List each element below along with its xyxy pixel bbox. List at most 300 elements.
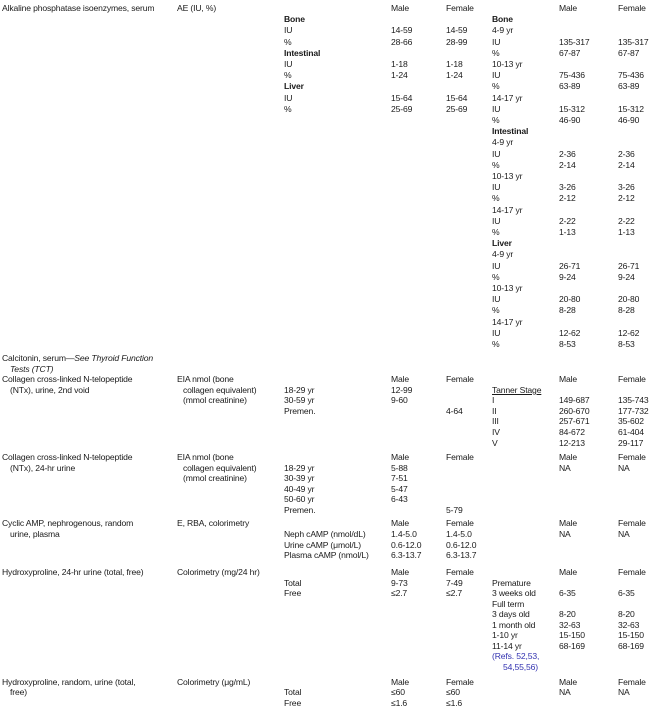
text-run: 257-671 [559,416,590,426]
text-run: ≤1.6 [391,698,408,708]
text-run: 1.4-5.0 [391,529,417,539]
text-run: 30-39 yr [284,473,315,483]
pediatric-male-value [559,272,576,282]
pediatric-male-value [559,339,576,349]
adult-female-value [446,25,467,35]
pediatric-male-value [559,328,580,338]
text-run: 5-79 [446,505,463,515]
pediatric-male-value [559,687,571,697]
test-name [2,677,135,687]
pediatric-female-value [618,160,635,170]
pediatric-category-label [492,427,500,437]
pediatric-category-label [492,149,500,159]
text-run: 9-60 [391,395,408,405]
adult-male-value [391,3,409,13]
pediatric-female-value [618,149,635,159]
method-label [183,473,247,483]
text-run: 1-24 [391,70,408,80]
text-run: I [492,395,495,405]
text-run: Premen. [284,406,316,416]
pediatric-category-label [492,438,498,448]
pediatric-category-label [492,81,500,91]
text-run: (mmol creatinine) [183,473,247,483]
pediatric-category-label [492,578,531,588]
text-run: Liver [492,238,512,248]
text-run: 135-317 [618,37,649,47]
pediatric-female-value [618,395,649,405]
pediatric-male-value [559,160,576,170]
adult-male-value [391,385,412,395]
pediatric-category-label [492,205,522,215]
text-run: 68-169 [618,641,644,651]
pediatric-category-label [492,137,513,147]
pediatric-category-label [492,328,500,338]
text-run: 9-24 [559,272,576,282]
pediatric-male-value [559,416,590,426]
pediatric-female-value [618,104,644,114]
pediatric-category-label [492,171,522,181]
method-label [177,567,260,577]
text-run: Bone [492,14,513,24]
text-run: Female [446,452,474,462]
text-run: 40-49 yr [284,484,315,494]
text-run: 2-14 [559,160,576,170]
test-name [10,463,75,473]
text-run: % [492,160,500,170]
text-run: IU [492,261,501,271]
text-run: 15-64 [391,93,413,103]
category-label [284,25,292,35]
text-run: Female [446,3,474,13]
pediatric-male-value [559,3,577,13]
pediatric-category-label [492,104,500,114]
method-label [177,518,249,528]
text-run: 6.3-13.7 [446,550,477,560]
text-run: % [492,193,500,203]
text-run: 8-28 [559,305,576,315]
test-name [10,687,27,697]
text-run: 2-22 [618,216,635,226]
text-run: 84-672 [559,427,585,437]
text-run: Total [284,578,302,588]
text-run: Female [446,374,474,384]
category-label [284,698,301,708]
adult-male-value [391,518,409,528]
pediatric-category-label [492,406,496,416]
adult-male-value [391,567,409,577]
text-run: NA [618,529,630,539]
category-label [284,473,314,483]
pediatric-category-label [492,317,522,327]
pediatric-female-value [618,406,649,416]
text-run: Male [391,677,410,687]
pediatric-category-label [492,25,513,35]
adult-female-value [446,518,474,528]
text-run: Cyclic AMP, nephrogenous, random [2,518,134,528]
text-run: 63-89 [618,81,640,91]
test-name [10,364,53,374]
pediatric-male-value [559,227,576,237]
pediatric-female-value [618,70,644,80]
text-run: Male [559,374,578,384]
text-run: 14-17 yr [492,205,523,215]
category-label [284,385,314,395]
text-run: 0.6-12.0 [391,540,422,550]
pediatric-category-label [492,305,500,315]
text-run: % [492,115,500,125]
text-run: 8-53 [618,339,635,349]
pediatric-category-label [492,238,512,248]
text-run: Plasma cAMP (nmol/L) [284,550,369,560]
adult-female-value [446,104,467,114]
adult-male-value [391,463,408,473]
text-run: EIA nmol (bone [177,374,234,384]
pediatric-category-label [492,70,500,80]
text-run: IU [492,182,501,192]
text-run: AE (IU, %) [177,3,217,13]
pediatric-male-value [559,104,585,114]
text-run: 3 weeks old [492,588,536,598]
text-run: Collagen cross-linked N-telopeptide [2,374,133,384]
text-run: 15-150 [618,630,644,640]
text-run: 2-12 [618,193,635,203]
text-run: 14-59 [391,25,413,35]
text-run: 1-18 [446,59,463,69]
text-run: Male [559,3,578,13]
category-label [284,93,292,103]
pediatric-female-value [618,374,646,384]
adult-male-value [391,473,408,483]
text-run: 6.3-13.7 [391,550,422,560]
text-run: (mmol creatinine) [183,395,247,405]
adult-female-value [446,93,467,103]
pediatric-category-label [492,93,522,103]
pediatric-category-label [492,216,500,226]
text-run: Male [391,518,410,528]
pediatric-female-value [618,416,644,426]
category-label [284,395,314,405]
test-name [2,452,132,462]
text-run: 2-36 [559,149,576,159]
text-run: (NTx), 24-hr urine [10,463,76,473]
text-run: ≤2.7 [446,588,463,598]
category-label [284,494,314,504]
category-label [284,104,292,114]
reference-link[interactable] [492,651,539,661]
text-run: 1.4-5.0 [446,529,472,539]
adult-female-value [446,505,463,515]
text-run: 6-35 [559,588,576,598]
text-run: 26-71 [559,261,581,271]
pediatric-female-value [618,115,639,125]
text-run: free) [10,687,27,697]
pediatric-category-label [492,609,530,619]
text-run: 8-28 [618,305,635,315]
text-run: ≤2.7 [391,588,408,598]
adult-female-value [446,529,472,539]
pediatric-female-value [618,48,639,58]
text-run: Male [559,452,578,462]
pediatric-female-value [618,452,646,462]
pediatric-male-value [559,193,576,203]
adult-female-value [446,550,476,560]
adult-female-value [446,578,463,588]
text-run: Calcitonin, serum— [2,353,75,363]
pediatric-male-value [559,261,580,271]
adult-male-value [391,93,412,103]
text-run: 2-36 [618,149,635,159]
text-run: NA [618,463,630,473]
adult-female-value [446,698,462,708]
pediatric-female-value [618,272,635,282]
text-run: 1-18 [391,59,408,69]
category-label [284,81,304,91]
text-run: 7-49 [446,578,463,588]
method-label [183,463,256,473]
text-run: % [284,37,292,47]
text-run: 50-60 yr [284,494,315,504]
pediatric-category-label [492,14,513,24]
text-run: 67-87 [618,48,640,58]
pediatric-male-value [559,630,585,640]
category-label [284,540,361,550]
text-run: 28-66 [391,37,413,47]
text-run: collagen equivalent) [183,385,257,395]
text-run: ≤60 [446,687,460,697]
text-run: IV [492,427,500,437]
text-run: E, RBA, colorimetry [177,518,250,528]
adult-female-value [446,540,476,550]
pediatric-male-value [559,115,580,125]
pediatric-female-value [618,620,639,630]
text-run: Liver [284,81,304,91]
pediatric-male-value [559,529,571,539]
text-run: 5-47 [391,484,408,494]
text-run: IU [492,149,501,159]
text-run: 12-62 [559,328,581,338]
pediatric-female-value [618,641,644,651]
adult-male-value [391,104,412,114]
pediatric-female-value [618,3,646,13]
method-label [177,374,234,384]
text-run: 28-99 [446,37,468,47]
text-run: IU [492,37,501,47]
adult-female-value [446,59,463,69]
text-run: 68-169 [559,641,585,651]
adult-female-value [446,37,467,47]
text-run: 9-24 [618,272,635,282]
adult-female-value [446,452,474,462]
pediatric-category-label [492,59,522,69]
adult-male-value [391,395,408,405]
text-run: 260-670 [559,406,590,416]
text-run: 18-29 yr [284,385,315,395]
text-run: NA [559,463,571,473]
text-run: Male [391,374,410,384]
category-label [284,14,305,24]
adult-female-value [446,70,463,80]
pediatric-male-value [559,305,576,315]
pediatric-male-value [559,427,585,437]
text-run: (NTx), urine, 2nd void [10,385,90,395]
adult-male-value [391,588,407,598]
text-run: 14-59 [446,25,468,35]
text-run: 4-9 yr [492,137,514,147]
text-run: 0.6-12.0 [446,540,477,550]
text-run: See Thyroid Function [74,353,153,363]
text-run: Colorimetry (μg/mL) [177,677,251,687]
text-run: Tests (TCT) [10,364,54,374]
pediatric-male-value [559,518,577,528]
text-run: Female [618,452,646,462]
pediatric-female-value [618,193,635,203]
test-name [2,567,143,577]
pediatric-category-label [492,160,500,170]
method-label [177,452,234,462]
text-run: Female [446,567,474,577]
pediatric-category-label [492,294,500,304]
text-run: 32-63 [618,620,640,630]
text-run: 35-602 [618,416,644,426]
text-run: 14-17 yr [492,317,523,327]
pediatric-female-value [618,609,635,619]
text-run: IU [492,70,501,80]
text-run: 1-10 yr [492,630,518,640]
text-run: 12-99 [391,385,413,395]
text-run: 2-14 [618,160,635,170]
text-run[interactable]: (Refs. 52,53, [492,651,540,661]
text-run: % [492,339,500,349]
text-run: 4-9 yr [492,25,514,35]
reference-link[interactable] [503,662,538,672]
adult-male-value [391,484,408,494]
text-run: 6-43 [391,494,408,504]
text-run: 9-73 [391,578,408,588]
text-run[interactable]: 54,55,56) [503,662,538,672]
text-run: Colorimetry (mg/24 hr) [177,567,260,577]
text-run: Female [618,3,646,13]
text-run: urine, plasma [10,529,60,539]
category-label [284,406,315,416]
text-run: Alkaline phosphatase isoenzymes, serum [2,3,155,13]
pediatric-category-label [492,193,500,203]
adult-female-value [446,3,474,13]
pediatric-category-label [492,641,522,651]
text-run: Female [618,518,646,528]
text-run: IU [284,59,293,69]
text-run: Intestinal [492,126,529,136]
pediatric-male-value [559,216,576,226]
text-run: 67-87 [559,48,581,58]
text-run: 8-20 [559,609,576,619]
pediatric-female-value [618,518,646,528]
pediatric-female-value [618,630,644,640]
text-run: Female [618,677,646,687]
adult-male-value [391,70,408,80]
text-run: 10-13 yr [492,283,523,293]
text-run: Intestinal [284,48,321,58]
text-run: Hydroxyproline, random, urine (total, [2,677,136,687]
text-run: % [492,81,500,91]
method-label [177,677,250,687]
pediatric-female-value [618,438,643,448]
adult-female-value [446,406,463,416]
text-run: % [492,272,500,282]
adult-male-value [391,677,409,687]
text-run: IU [284,93,293,103]
adult-female-value [446,687,460,697]
text-run: 15-312 [618,104,644,114]
text-run: 75-436 [559,70,585,80]
pediatric-female-value [618,261,639,271]
category-label [284,484,314,494]
pediatric-category-label [492,126,528,136]
text-run: 46-90 [559,115,581,125]
text-run: Female [446,518,474,528]
pediatric-category-label [492,283,522,293]
pediatric-female-value [618,427,644,437]
adult-female-value [446,588,462,598]
pediatric-male-value [559,149,576,159]
pediatric-category-label [492,588,536,598]
pediatric-male-value [559,620,580,630]
pediatric-male-value [559,463,571,473]
pediatric-category-label [492,339,500,349]
text-run: Bone [284,14,305,24]
text-run: 135-743 [618,395,649,405]
text-run: 10-13 yr [492,59,523,69]
pediatric-male-value [559,374,577,384]
text-run: Male [559,677,578,687]
text-run: 135-317 [559,37,590,47]
text-run: 3-26 [559,182,576,192]
category-label [284,550,369,560]
pediatric-female-value [618,305,635,315]
text-run: II [492,406,497,416]
text-run: 61-404 [618,427,644,437]
pediatric-male-value [559,294,580,304]
text-run: 14-17 yr [492,93,523,103]
text-run: IU [492,328,501,338]
pediatric-female-value [618,677,646,687]
text-run: Tanner Stage [492,385,542,395]
pediatric-category-label [492,630,518,640]
method-label [177,3,216,13]
text-run: Male [559,567,578,577]
adult-male-value [391,540,421,550]
pediatric-female-value [618,463,630,473]
adult-male-value [391,698,407,708]
text-run: V [492,438,498,448]
method-label [183,395,247,405]
adult-male-value [391,550,421,560]
pediatric-female-value [618,529,630,539]
pediatric-male-value [559,70,585,80]
text-run: 75-436 [618,70,644,80]
text-run: 149-687 [559,395,590,405]
text-run: Female [618,374,646,384]
text-run: Urine cAMP (μmol/L) [284,540,361,550]
text-run: 8-20 [618,609,635,619]
text-run: ≤60 [391,687,405,697]
text-run: 29-117 [618,438,644,448]
pediatric-category-label [492,48,500,58]
text-run: Total [284,687,302,697]
pediatric-male-value [559,81,580,91]
text-run: 10-13 yr [492,171,523,181]
method-label [183,385,256,395]
text-run: Male [391,452,410,462]
